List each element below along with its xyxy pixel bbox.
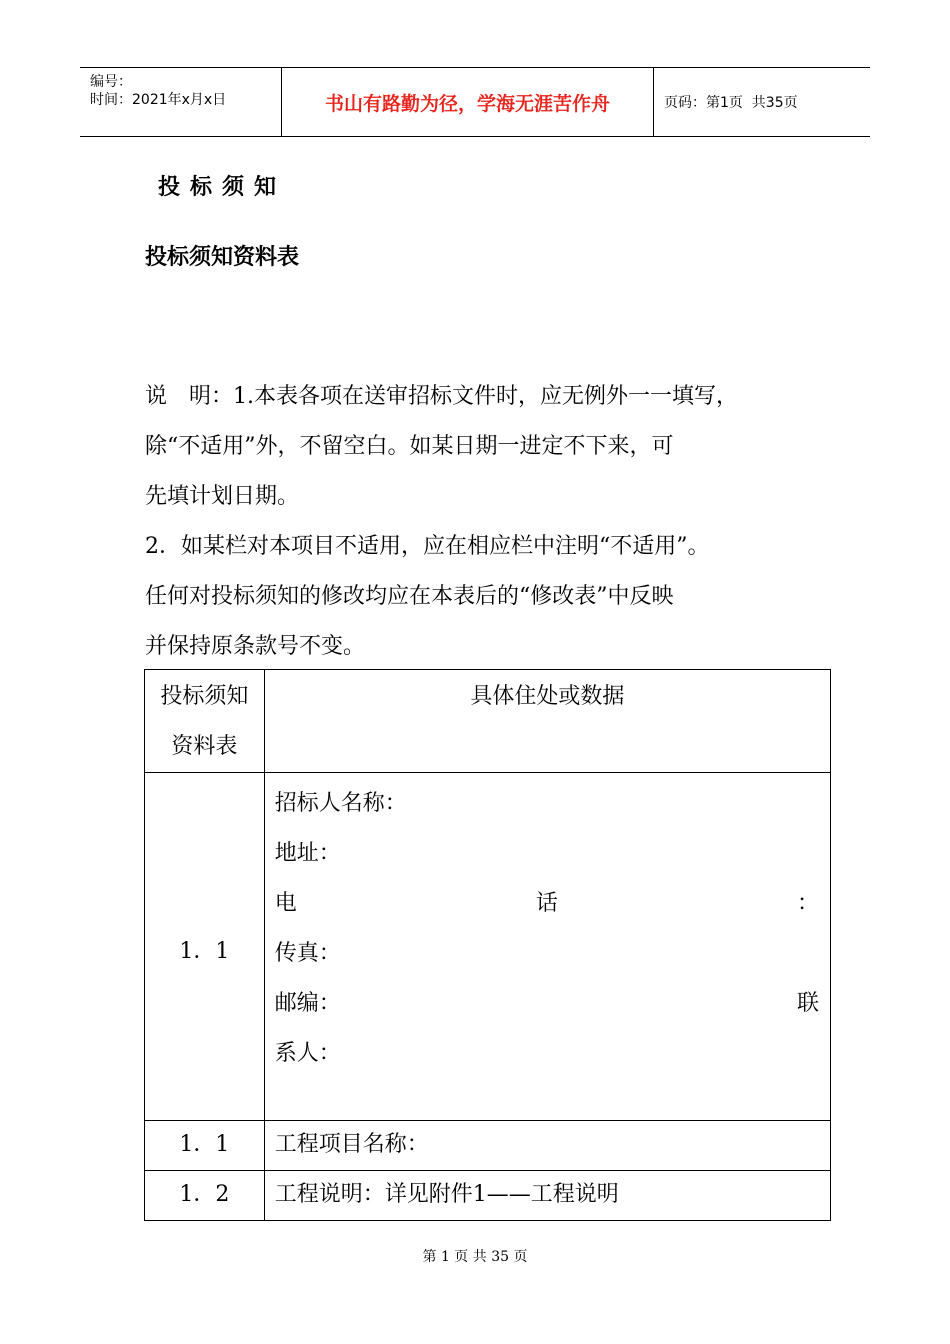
field-phone bbox=[275, 879, 819, 929]
page-footer: 第 1 页 共 35 页 bbox=[422, 1249, 528, 1265]
field-postcode bbox=[275, 979, 819, 1029]
field-text-part: ： bbox=[796, 891, 819, 916]
note-paragraph-1 bbox=[145, 372, 835, 522]
note-paragraph-2 bbox=[145, 522, 835, 672]
row-text: 工程项目名称： bbox=[264, 1121, 830, 1171]
table-header-col1 bbox=[145, 670, 265, 773]
table-header-col2: 具体住处或数据 bbox=[264, 670, 830, 773]
field-text-part: 联 bbox=[796, 991, 819, 1016]
row-number: 1．2 bbox=[145, 1171, 265, 1221]
header-motto: 书山有路勤为径，学海无涯苦作舟 bbox=[282, 68, 654, 136]
header-col1-line1: 投标须知 bbox=[160, 684, 249, 709]
header-page-info-text: 页码：第1页 共35页 bbox=[664, 95, 798, 111]
row-number-cell bbox=[145, 773, 265, 1121]
header-col1-line2: 资料表 bbox=[171, 734, 238, 759]
field-contact: 系人： bbox=[274, 1041, 341, 1066]
field-bidder-name: 招标人名称： bbox=[274, 791, 407, 816]
document-title: 投标须知 bbox=[158, 175, 287, 200]
info-table bbox=[144, 669, 831, 1221]
header-page-info bbox=[664, 68, 798, 136]
note-line: 任何对投标须知的修改均应在本表后的“修改表”中反映 bbox=[145, 584, 674, 609]
note-line: 除“不适用”外，不留空白。如某日期一进定不下来，可 bbox=[145, 434, 674, 459]
page-header bbox=[80, 67, 870, 137]
header-meta bbox=[80, 68, 282, 136]
table-row bbox=[145, 773, 831, 1121]
table-row bbox=[145, 1121, 831, 1171]
row-number: 1．1 bbox=[179, 939, 230, 964]
document-subtitle: 投标须知资料表 bbox=[145, 245, 300, 270]
field-fax: 传真： bbox=[274, 941, 341, 966]
field-text-part: 话 bbox=[535, 891, 558, 916]
table-header-row bbox=[145, 670, 831, 773]
field-text-part: 邮编： bbox=[274, 991, 341, 1016]
note-line: 说 明：1.本表各项在送审招标文件时，应无例外一一填写， bbox=[145, 384, 738, 409]
table-row bbox=[145, 1171, 831, 1221]
note-line: 并保持原条款号不变。 bbox=[145, 634, 366, 659]
header-time-label: 时间：2021年x月x日 bbox=[90, 92, 227, 108]
row-text: 工程说明：详见附件1——工程说明 bbox=[264, 1171, 830, 1221]
row-content-cell bbox=[264, 773, 830, 1121]
note-line: 先填计划日期。 bbox=[145, 484, 300, 509]
note-line: 2．如某栏对本项目不适用，应在相应栏中注明“不适用”。 bbox=[145, 534, 710, 559]
field-address: 地址： bbox=[274, 841, 341, 866]
header-number-label: 编号： bbox=[90, 74, 132, 90]
row-number: 1．1 bbox=[145, 1121, 265, 1171]
field-text-part: 电 bbox=[274, 891, 297, 916]
